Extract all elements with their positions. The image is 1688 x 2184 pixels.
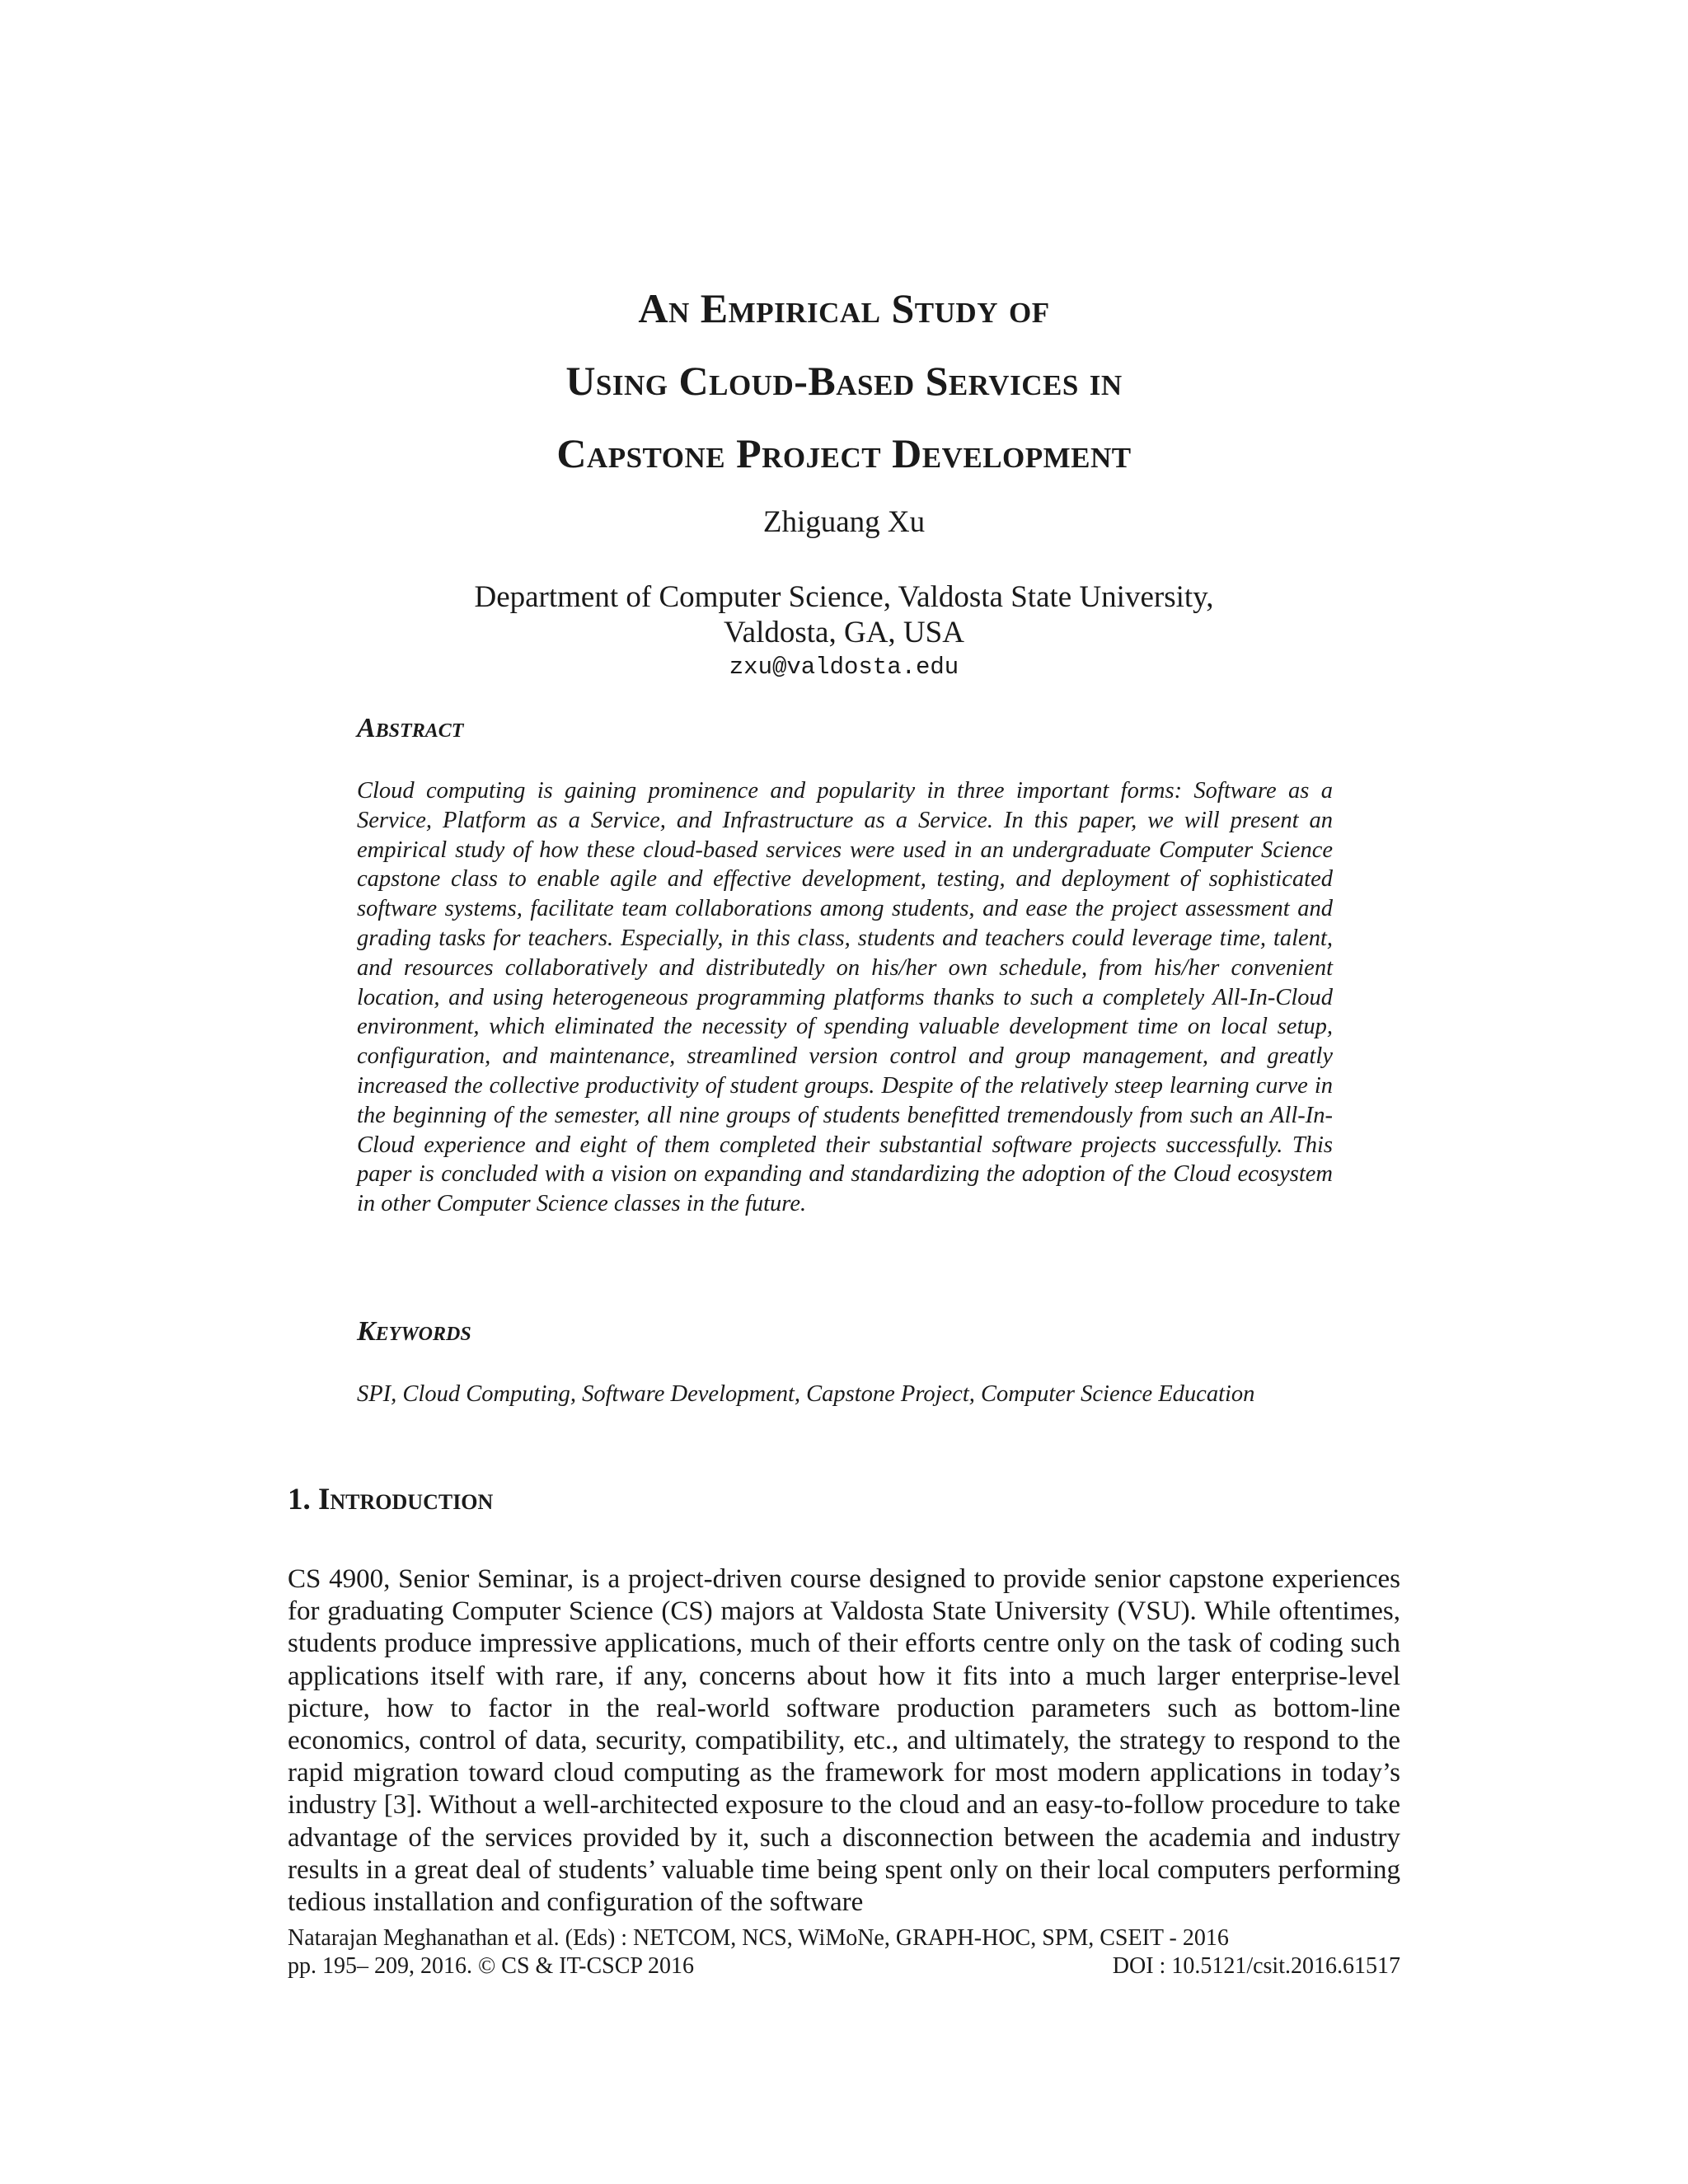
author-name: Zhiguang Xu <box>762 505 926 539</box>
keywords-heading: Keywords <box>357 1316 471 1347</box>
introduction-text: CS 4900, Senior Seminar, is a project-driven course designed to provide senior capstone experiences for graduating Computer Science (CS) majors at Valdosta State University (VSU). While oftentimes, students produce impressive applications, much of their efforts centre only on the task of coding such applications itself with rare, if any, concerns about how it fits into a much larger enterprise-level picture, how to factor in the real-world software production parameters such as bottom-line economics, control of data, security, compatibility, etc., and ultimately, the strategy to respond to the rapid migration toward cloud computing as the framework for most modern applications in today’s industry [3]. Without a well-architected exposure to the cloud and an easy-to-follow procedure to take advantage of the services provided by it, such a disconnection between the academia and industry results in a great deal of students’ valuable time being spent only on their local computers performing tedious installation and configuration of the software <box>288 1564 1400 1918</box>
abstract-heading: Abstract <box>357 713 464 743</box>
title-line-1: An Empirical Study of <box>638 285 1050 331</box>
keywords-text: SPI, Cloud Computing, Software Development, Capstone Project, Computer Science Education <box>357 1381 1255 1407</box>
page-footer <box>288 1924 1400 1980</box>
paper-title <box>288 272 1400 490</box>
title-line-3: Capstone Project Development <box>556 430 1132 476</box>
introduction-heading: 1. Introduction <box>288 1483 494 1516</box>
author-affiliation <box>0 579 1688 650</box>
title-line-2: Using Cloud-Based Services in <box>565 358 1123 404</box>
affiliation-line-1: Department of Computer Science, Valdosta State University, <box>474 580 1214 614</box>
footer-doi: DOI : 10.5121/csit.2016.61517 <box>1112 1953 1400 1979</box>
affiliation-line-2: Valdosta, GA, USA <box>724 616 964 649</box>
footer-pages: pp. 195– 209, 2016. © CS & IT-CSCP 2016 <box>288 1953 694 1979</box>
author-email: zxu@valdosta.edu <box>729 654 959 681</box>
abstract-text: Cloud computing is gaining prominence and popularity in three important forms: Software as a Service, Platform as a Service, and Infrastructure as a Service. In this paper, we will present an empirical study of how these cloud-based services were used in an undergraduate Computer Science capstone class to enable agile and effective development, testing, and deployment of sophisticated software systems, facilitate team collaborations among students, and ease the project assessment and grading tasks for teachers. Especially, in this class, students and teachers could leverage time, talent, and resources collaboratively and distributedly on his/her own schedule, from his/her convenient location, and using heterogeneous programming platforms thanks to such a completely All-In-Cloud environment, which eliminated the necessity of spending valuable development time on local setup, configuration, and maintenance, streamlined version control and group management, and greatly increased the collective productivity of student groups. Despite of the relatively steep learning curve in the beginning of the semester, all nine groups of students benefitted tremendously from such an All-In-Cloud experience and eight of them completed their substantial software projects successfully. This paper is concluded with a vision on expanding and standardizing the adoption of the Cloud ecosystem in other Computer Science classes in the future. <box>357 778 1333 1217</box>
footer-proceedings: Natarajan Meghanathan et al. (Eds) : NETCOM, NCS, WiMoNe, GRAPH-HOC, SPM, CSEIT - 2016 <box>288 1925 1229 1951</box>
